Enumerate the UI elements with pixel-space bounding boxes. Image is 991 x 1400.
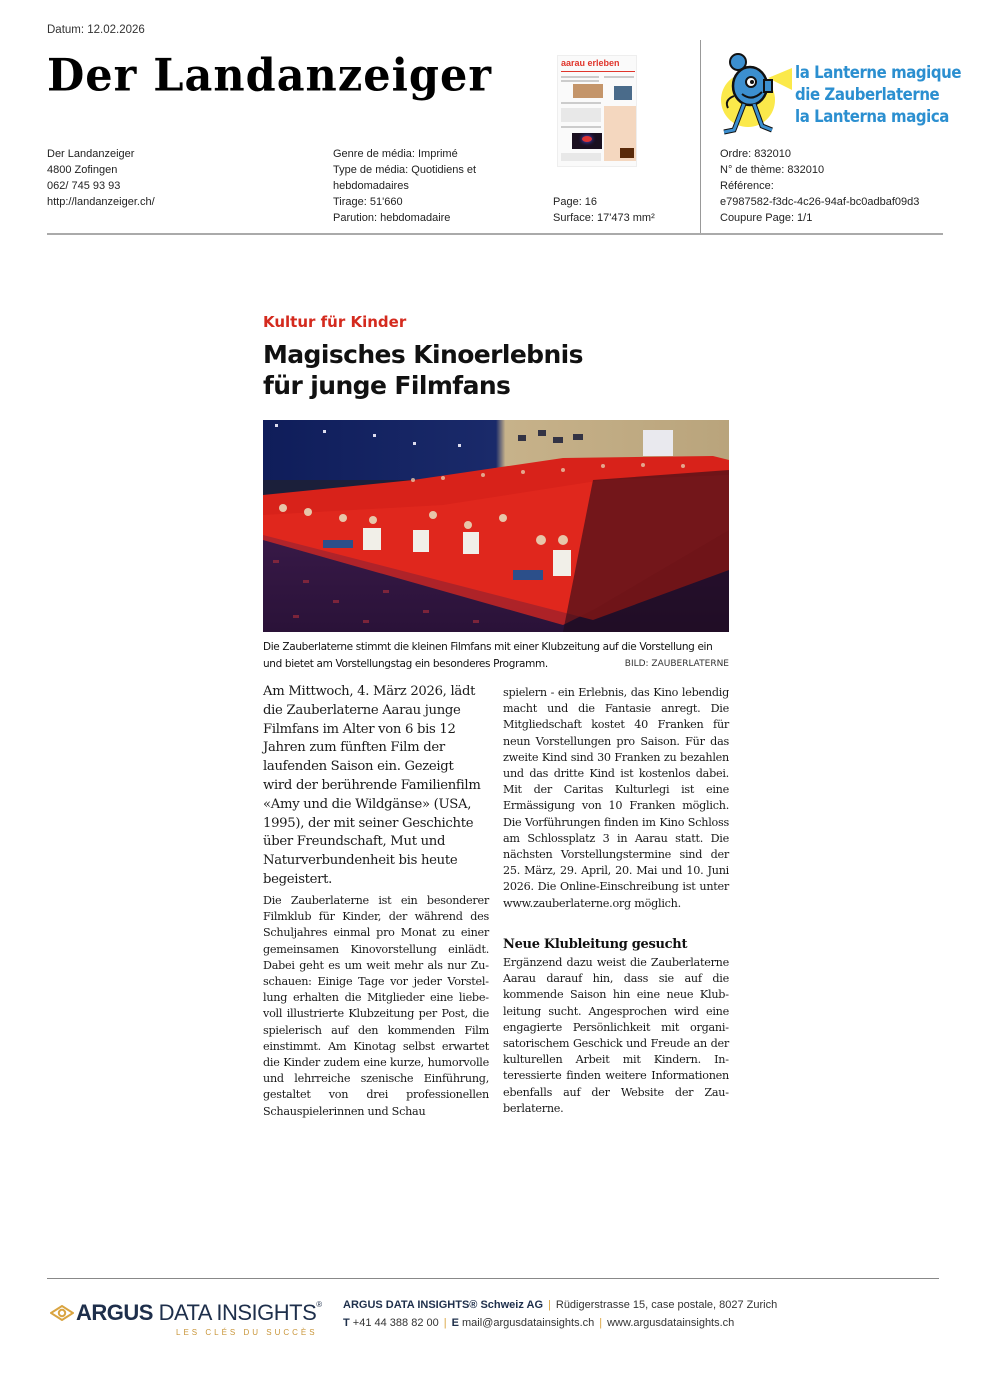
footer-contact-line xyxy=(343,1317,734,1329)
lanterne-line-de: die Zauberlaterne xyxy=(795,85,940,105)
media-genre: Genre de média: Imprimé xyxy=(333,148,458,160)
article-kicker: Kultur für Kinder xyxy=(263,313,407,331)
clipping-page: Coupure Page: 1/1 xyxy=(720,212,813,224)
publication-info xyxy=(47,146,155,210)
registered-mark: ® xyxy=(316,1300,322,1309)
page-thumbnail[interactable] xyxy=(557,55,637,167)
thumbnail-image xyxy=(620,148,634,158)
article-subheading: Neue Klubleitung gesucht xyxy=(503,937,688,952)
theme-number: N° de thème: 832010 xyxy=(720,164,825,176)
phone-label: T xyxy=(343,1317,350,1329)
media-info xyxy=(333,146,533,226)
newspaper-masthead-logo: Der Landanzeiger xyxy=(47,49,493,103)
thumbnail-image xyxy=(614,86,632,100)
thumbnail-text-block xyxy=(561,108,601,122)
media-tirage: Tirage: 51'660 xyxy=(333,196,403,208)
headline-line-2: für junge Filmfans xyxy=(263,371,511,400)
article-body-column-1: Die Zauberlaterne ist ein besonderer Filmklub für Kinder, der während des Schuljahres einmal pro Monat zu einer gemeinsamen Kinovorstellung einlädt. Dabei geht es um weit mehr als nur Zuschauen: Einige Tage vor jeder Vorstellung erhalten die Mitglieder eine liebevoll illustrierte Klubzeitung per Post, die spielerisch auf den kommenden Film einstimmt. Am Kinotag selbst erwartet die Kinder zudem eine kurze, humorvolle und lehrreiche szenische Einführung, gestaltet von drei professionellen Schauspielerinnen und Schau xyxy=(263,894,489,1118)
argus-wordmark-bold: ARGUS xyxy=(76,1300,153,1325)
page-number: Page: 16 xyxy=(553,196,598,208)
media-parution: Parution: hebdomadaire xyxy=(333,212,451,224)
page-surface: Surface: 17'473 mm² xyxy=(553,212,655,224)
article-body-column-2: spielern - ein Erlebnis, das Kino lebendig macht und die Fantasie anregt. Die Mitgliedschaft kostet 40 Franken für neun Vorstellungen pro Saison. Für das zweite Kind sind 30 Franken zu bezahlen und das dritte Kind ist kostenlos dabei. Mit der Caritas Kulturlegi ist eine Ermässigung von 10 Franken möglich. Die Vorführungen finden im Kino Schloss am Schlossplatz 3 in Aarau statt. Die nächsten Vorstellungstermine sind der 25. März, 29. April, 20. Mai und 10. Juni 2026. Die Online-Einschreibung ist unter www.zauberlaterne.org möglich. xyxy=(503,686,729,910)
lanterne-magique-wordmark xyxy=(795,62,961,128)
thumbnail-image xyxy=(573,84,603,98)
publication-url[interactable]: http://landanzeiger.ch/ xyxy=(47,196,155,208)
photo-caption xyxy=(263,639,729,673)
separator: | xyxy=(599,1317,603,1329)
document-date: Datum: 12.02.2026 xyxy=(47,24,145,36)
order-number: Ordre: 832010 xyxy=(720,148,791,160)
thumbnail-rule xyxy=(561,71,635,72)
email-label: E xyxy=(451,1317,459,1329)
thumbnail-text-line xyxy=(561,76,599,78)
article-photo-cinema xyxy=(263,420,729,632)
argus-tagline: LES CLÉS DU SUCCÈS xyxy=(176,1328,318,1337)
header-divider xyxy=(47,233,943,235)
argus-wordmark xyxy=(76,1300,322,1326)
thumbnail-text-line xyxy=(561,80,599,82)
order-info xyxy=(720,146,919,226)
article-body-column-3: Ergänzend dazu weist die Zauberlaterne Aarau darauf hin, dass sie auf die kommende Saison hin eine neue Klubleitung sucht. Angesprochen wird eine engagierte Persönlichkeit mit organisatorischem Geschick und Freude an der kulturellen Arbeit mit Kindern. Interessierte finden weitere Informationen ebenfalls auf der Website der Zauberlaterne. xyxy=(503,956,729,1115)
thumbnail-text-line xyxy=(561,126,601,128)
thumbnail-title: aarau erleben xyxy=(561,58,620,68)
vertical-divider xyxy=(700,40,701,234)
thumbnail-text-block xyxy=(561,153,601,161)
headline-line-1: Magisches Kinoerlebnis xyxy=(263,340,583,369)
separator: | xyxy=(443,1317,447,1329)
separator: | xyxy=(548,1299,551,1311)
argus-eye-icon xyxy=(50,1305,74,1321)
photo-credit: BILD: ZAUBERLATERNE xyxy=(624,659,729,669)
footer-divider xyxy=(47,1278,939,1279)
publication-city: 4800 Zofingen xyxy=(47,164,118,176)
media-type-cont: hebdomadaires xyxy=(333,180,409,192)
publication-phone: 062/ 745 93 93 xyxy=(47,180,121,192)
caption-text: Die Zauberlaterne stimmt die kleinen Filmfans mit einer Klubzeitung auf die Vorstellung ein und bietet am Vorstellungstag ein besonderes Programm. xyxy=(263,641,713,670)
thumbnail-text-line xyxy=(561,102,601,104)
footer-website[interactable]: www.argusdatainsights.ch xyxy=(607,1317,735,1329)
footer-company-line xyxy=(343,1299,777,1311)
article-headline xyxy=(263,339,733,401)
footer-company: ARGUS DATA INSIGHTS® Schweiz AG xyxy=(343,1299,544,1311)
footer-phone[interactable]: +41 44 388 82 00 xyxy=(352,1317,439,1329)
page-info xyxy=(553,194,655,226)
footer-address: Rüdigerstrasse 15, case postale, 8027 Zurich xyxy=(555,1299,778,1311)
reference-label: Référence: xyxy=(720,180,774,192)
thumbnail-text-line xyxy=(604,76,634,78)
lanterne-line-fr: la Lanterne magique xyxy=(795,63,962,83)
media-type: Type de média: Quotidiens et xyxy=(333,164,477,176)
article-lead-paragraph: Am Mittwoch, 4. März 2026, lädt die Zauberlaterne Aarau junge Filmfans im Alter von 6 bis 12 Jahren zum fünften Film der laufenden Saison ein. Gezeigt wird der berührende Familienfilm «Amy und die Wildgänse» (USA, 1995), der mit seiner Geschichte über Freundschaft, Mut und Naturverbundenheit bis heute begeistert. xyxy=(263,684,481,887)
reference-value: e7987582-f3dc-4c26-94af-bc0adbaf09d3 xyxy=(720,196,920,208)
footer-email[interactable]: mail@argusdatainsights.ch xyxy=(462,1317,595,1329)
publication-name: Der Landanzeiger xyxy=(47,148,135,160)
argus-wordmark-light: DATA INSIGHTS xyxy=(152,1300,317,1325)
thumbnail-image xyxy=(572,133,602,149)
lanterne-line-it: la Lanterna magica xyxy=(795,107,949,127)
